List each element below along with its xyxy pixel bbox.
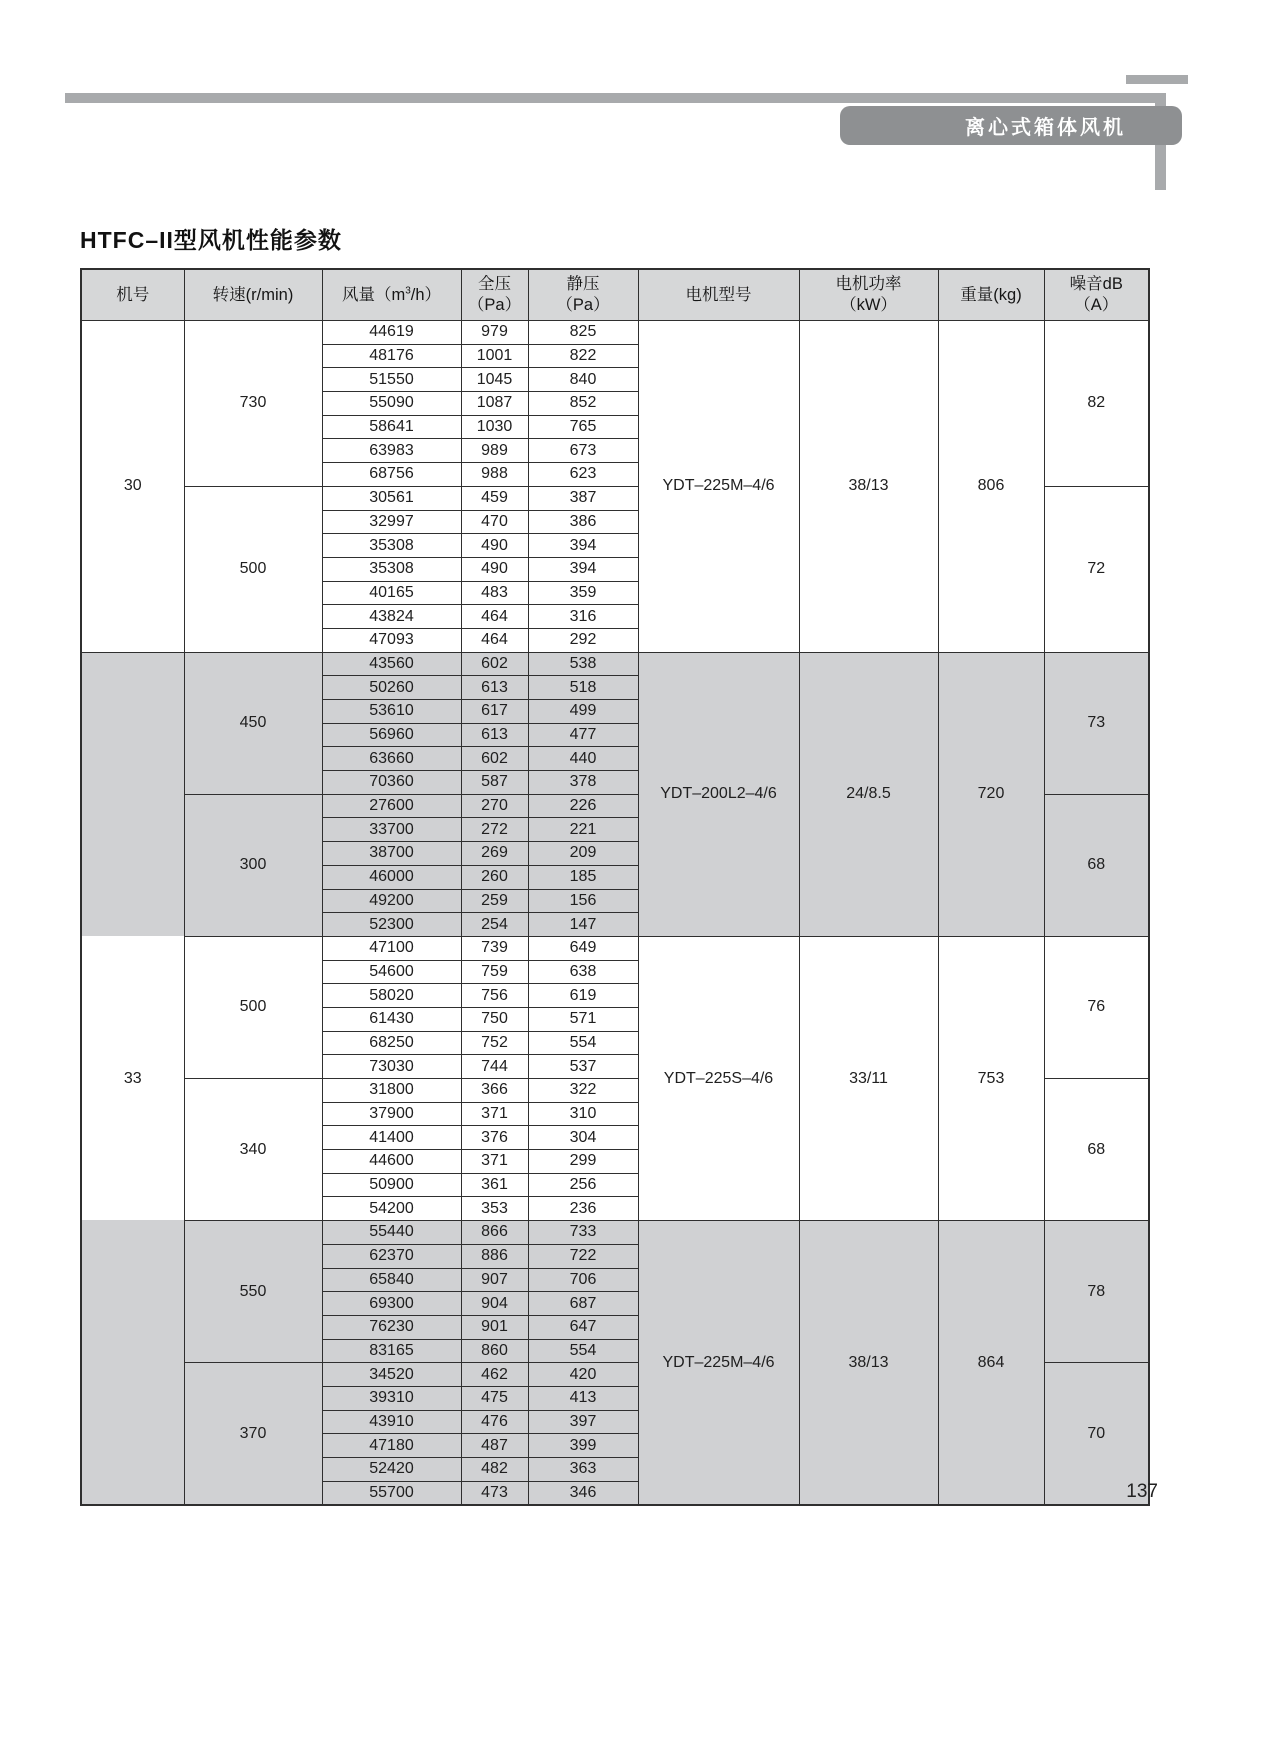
static-pressure-cell: 706: [528, 1268, 638, 1292]
total-pressure-cell: 353: [461, 1197, 528, 1221]
table-header: [81, 269, 1149, 321]
flow-cell: 51550: [322, 368, 461, 392]
total-pressure-cell: 270: [461, 794, 528, 818]
header-accent-bar-small: [1126, 75, 1188, 84]
static-pressure-cell: 397: [528, 1410, 638, 1434]
static-pressure-cell: 554: [528, 1031, 638, 1055]
total-pressure-cell: 366: [461, 1079, 528, 1103]
model-cell: 33: [81, 652, 184, 1505]
total-pressure-cell: 459: [461, 486, 528, 510]
static-pressure-cell: 554: [528, 1339, 638, 1363]
noise-cell: 76: [1044, 936, 1149, 1078]
flow-cell: 58641: [322, 415, 461, 439]
noise-cell: 68: [1044, 1079, 1149, 1221]
total-pressure-cell: 602: [461, 652, 528, 676]
static-pressure-cell: 647: [528, 1315, 638, 1339]
flow-cell: 38700: [322, 842, 461, 866]
total-pressure-cell: 901: [461, 1315, 528, 1339]
flow-cell: 61430: [322, 1007, 461, 1031]
total-pressure-cell: 744: [461, 1055, 528, 1079]
static-pressure-cell: 537: [528, 1055, 638, 1079]
noise-cell: 82: [1044, 321, 1149, 487]
weight-cell: 720: [938, 652, 1044, 936]
table-row: [81, 936, 1149, 960]
total-pressure-cell: 473: [461, 1481, 528, 1505]
flow-cell: 65840: [322, 1268, 461, 1292]
total-pressure-cell: 464: [461, 628, 528, 652]
total-pressure-cell: 756: [461, 984, 528, 1008]
motor-model-cell: YDT–225M–4/6: [638, 321, 799, 653]
weight-cell: 753: [938, 936, 1044, 1220]
static-pressure-cell: 852: [528, 392, 638, 416]
total-pressure-cell: 483: [461, 581, 528, 605]
static-pressure-cell: 399: [528, 1434, 638, 1458]
total-pressure-cell: 361: [461, 1173, 528, 1197]
total-pressure-cell: 752: [461, 1031, 528, 1055]
flow-cell: 30561: [322, 486, 461, 510]
flow-cell: 53610: [322, 700, 461, 724]
header-weight: 重量(kg): [938, 269, 1044, 321]
total-pressure-cell: 482: [461, 1458, 528, 1482]
header-speed: 转速(r/min): [184, 269, 322, 321]
flow-cell: 43824: [322, 605, 461, 629]
static-pressure-cell: 840: [528, 368, 638, 392]
weight-cell: 864: [938, 1221, 1044, 1506]
total-pressure-cell: 866: [461, 1221, 528, 1245]
static-pressure-cell: 687: [528, 1292, 638, 1316]
flow-cell: 44619: [322, 321, 461, 345]
total-pressure-cell: 1087: [461, 392, 528, 416]
static-pressure-cell: 221: [528, 818, 638, 842]
total-pressure-cell: 476: [461, 1410, 528, 1434]
static-pressure-cell: 413: [528, 1386, 638, 1410]
static-pressure-cell: 649: [528, 936, 638, 960]
table-row: [81, 321, 1149, 345]
speed-cell: 300: [184, 794, 322, 936]
speed-cell: 550: [184, 1221, 322, 1363]
total-pressure-cell: 490: [461, 557, 528, 581]
total-pressure-cell: 490: [461, 534, 528, 558]
flow-cell: 62370: [322, 1244, 461, 1268]
noise-cell: 72: [1044, 486, 1149, 652]
static-pressure-cell: 147: [528, 913, 638, 937]
motor-power-cell: 33/11: [799, 936, 938, 1220]
static-pressure-cell: 359: [528, 581, 638, 605]
total-pressure-cell: 602: [461, 747, 528, 771]
noise-cell: 78: [1044, 1221, 1149, 1363]
flow-cell: 41400: [322, 1126, 461, 1150]
motor-model-cell: YDT–200L2–4/6: [638, 652, 799, 936]
flow-cell: 73030: [322, 1055, 461, 1079]
flow-cell: 76230: [322, 1315, 461, 1339]
total-pressure-cell: 759: [461, 960, 528, 984]
static-pressure-cell: 156: [528, 889, 638, 913]
flow-cell: 43560: [322, 652, 461, 676]
static-pressure-cell: 310: [528, 1102, 638, 1126]
table-row: [81, 652, 1149, 676]
total-pressure-cell: 487: [461, 1434, 528, 1458]
total-pressure-cell: 750: [461, 1007, 528, 1031]
motor-model-cell: YDT–225S–4/6: [638, 936, 799, 1220]
static-pressure-cell: 420: [528, 1363, 638, 1387]
header-motor-model: 电机型号: [638, 269, 799, 321]
noise-cell: 68: [1044, 794, 1149, 936]
page-title: HTFC–II型风机性能参数: [80, 227, 342, 253]
flow-cell: 49200: [322, 889, 461, 913]
static-pressure-cell: 322: [528, 1079, 638, 1103]
total-pressure-cell: 462: [461, 1363, 528, 1387]
static-pressure-cell: 538: [528, 652, 638, 676]
flow-cell: 63660: [322, 747, 461, 771]
speed-cell: 340: [184, 1079, 322, 1221]
motor-power-cell: 24/8.5: [799, 652, 938, 936]
flow-cell: 47180: [322, 1434, 461, 1458]
total-pressure-cell: 254: [461, 913, 528, 937]
flow-cell: 52420: [322, 1458, 461, 1482]
static-pressure-cell: 346: [528, 1481, 638, 1505]
static-pressure-cell: 316: [528, 605, 638, 629]
flow-cell: 56960: [322, 723, 461, 747]
fan-performance-table: [80, 268, 1150, 1506]
static-pressure-cell: 765: [528, 415, 638, 439]
flow-cell: 44600: [322, 1150, 461, 1174]
section-badge: [840, 106, 1182, 145]
flow-cell: 31800: [322, 1079, 461, 1103]
static-pressure-cell: 394: [528, 557, 638, 581]
flow-cell: 83165: [322, 1339, 461, 1363]
static-pressure-cell: 623: [528, 463, 638, 487]
total-pressure-cell: 886: [461, 1244, 528, 1268]
speed-cell: 500: [184, 936, 322, 1078]
header-total-pressure: 全压 （Pa）: [461, 269, 528, 321]
static-pressure-cell: 440: [528, 747, 638, 771]
flow-cell: 47100: [322, 936, 461, 960]
flow-cell: 52300: [322, 913, 461, 937]
flow-cell: 70360: [322, 771, 461, 795]
static-pressure-cell: 477: [528, 723, 638, 747]
speed-cell: 730: [184, 321, 322, 487]
flow-cell: 35308: [322, 557, 461, 581]
flow-cell: 32997: [322, 510, 461, 534]
static-pressure-cell: 209: [528, 842, 638, 866]
static-pressure-cell: 499: [528, 700, 638, 724]
static-pressure-cell: 571: [528, 1007, 638, 1031]
page-number: 137: [1126, 1481, 1158, 1502]
static-pressure-cell: 673: [528, 439, 638, 463]
flow-cell: 35308: [322, 534, 461, 558]
static-pressure-cell: 299: [528, 1150, 638, 1174]
weight-cell: 806: [938, 321, 1044, 653]
total-pressure-cell: 904: [461, 1292, 528, 1316]
flow-cell: 55440: [322, 1221, 461, 1245]
flow-cell: 54600: [322, 960, 461, 984]
flow-cell: 69300: [322, 1292, 461, 1316]
flow-cell: 58020: [322, 984, 461, 1008]
static-pressure-cell: 226: [528, 794, 638, 818]
total-pressure-cell: 269: [461, 842, 528, 866]
static-pressure-cell: 394: [528, 534, 638, 558]
flow-cell: 34520: [322, 1363, 461, 1387]
total-pressure-cell: 475: [461, 1386, 528, 1410]
header-flow: 风量$(m^3/h)$: [322, 269, 461, 321]
header-motor-power: 电机功率 （kW）: [799, 269, 938, 321]
flow-cell: 39310: [322, 1386, 461, 1410]
flow-cell: 55700: [322, 1481, 461, 1505]
static-pressure-cell: 518: [528, 676, 638, 700]
total-pressure-cell: 1030: [461, 415, 528, 439]
total-pressure-cell: 989: [461, 439, 528, 463]
speed-cell: 370: [184, 1363, 322, 1506]
header-model: 机号: [81, 269, 184, 321]
flow-cell: 68756: [322, 463, 461, 487]
total-pressure-cell: 272: [461, 818, 528, 842]
static-pressure-cell: 387: [528, 486, 638, 510]
total-pressure-cell: 907: [461, 1268, 528, 1292]
total-pressure-cell: 613: [461, 723, 528, 747]
static-pressure-cell: 363: [528, 1458, 638, 1482]
static-pressure-cell: 292: [528, 628, 638, 652]
flow-cell: 54200: [322, 1197, 461, 1221]
flow-cell: 48176: [322, 344, 461, 368]
flow-cell: 50260: [322, 676, 461, 700]
total-pressure-cell: 587: [461, 771, 528, 795]
flow-cell: 33700: [322, 818, 461, 842]
total-pressure-cell: 860: [461, 1339, 528, 1363]
flow-cell: 27600: [322, 794, 461, 818]
static-pressure-cell: 722: [528, 1244, 638, 1268]
table-row: [81, 1221, 1149, 1245]
static-pressure-cell: 378: [528, 771, 638, 795]
table-header-row: [81, 269, 1149, 321]
flow-cell: 55090: [322, 392, 461, 416]
static-pressure-cell: 822: [528, 344, 638, 368]
flow-cell: 40165: [322, 581, 461, 605]
static-pressure-cell: 733: [528, 1221, 638, 1245]
total-pressure-cell: 617: [461, 700, 528, 724]
static-pressure-cell: 386: [528, 510, 638, 534]
motor-power-cell: 38/13: [799, 321, 938, 653]
static-pressure-cell: 638: [528, 960, 638, 984]
motor-power-cell: 38/13: [799, 1221, 938, 1506]
speed-cell: 450: [184, 652, 322, 794]
speed-cell: 500: [184, 486, 322, 652]
section-badge-label: 离心式箱体风机: [965, 117, 1126, 139]
total-pressure-cell: 464: [461, 605, 528, 629]
total-pressure-cell: 376: [461, 1126, 528, 1150]
total-pressure-cell: 260: [461, 865, 528, 889]
total-pressure-cell: 988: [461, 463, 528, 487]
motor-model-cell: YDT–225M–4/6: [638, 1221, 799, 1506]
static-pressure-cell: 619: [528, 984, 638, 1008]
total-pressure-cell: 259: [461, 889, 528, 913]
header-noise: 噪音dB （A）: [1044, 269, 1149, 321]
flow-cell: 43910: [322, 1410, 461, 1434]
static-pressure-cell: 236: [528, 1197, 638, 1221]
noise-cell: 70: [1044, 1363, 1149, 1506]
total-pressure-cell: 371: [461, 1102, 528, 1126]
static-pressure-cell: 304: [528, 1126, 638, 1150]
total-pressure-cell: 613: [461, 676, 528, 700]
flow-cell: 37900: [322, 1102, 461, 1126]
header-static-pressure: 静压 （Pa）: [528, 269, 638, 321]
table-body: [81, 321, 1149, 1506]
total-pressure-cell: 979: [461, 321, 528, 345]
static-pressure-cell: 256: [528, 1173, 638, 1197]
total-pressure-cell: 739: [461, 936, 528, 960]
flow-cell: 46000: [322, 865, 461, 889]
model-cell: 30: [81, 321, 184, 653]
static-pressure-cell: 185: [528, 865, 638, 889]
total-pressure-cell: 1001: [461, 344, 528, 368]
total-pressure-cell: 470: [461, 510, 528, 534]
header-rule-bar: [65, 93, 1162, 103]
noise-cell: 73: [1044, 652, 1149, 794]
flow-cell: 68250: [322, 1031, 461, 1055]
total-pressure-cell: 1045: [461, 368, 528, 392]
flow-cell: 47093: [322, 628, 461, 652]
flow-cell: 50900: [322, 1173, 461, 1197]
total-pressure-cell: 371: [461, 1150, 528, 1174]
flow-cell: 63983: [322, 439, 461, 463]
static-pressure-cell: 825: [528, 321, 638, 345]
